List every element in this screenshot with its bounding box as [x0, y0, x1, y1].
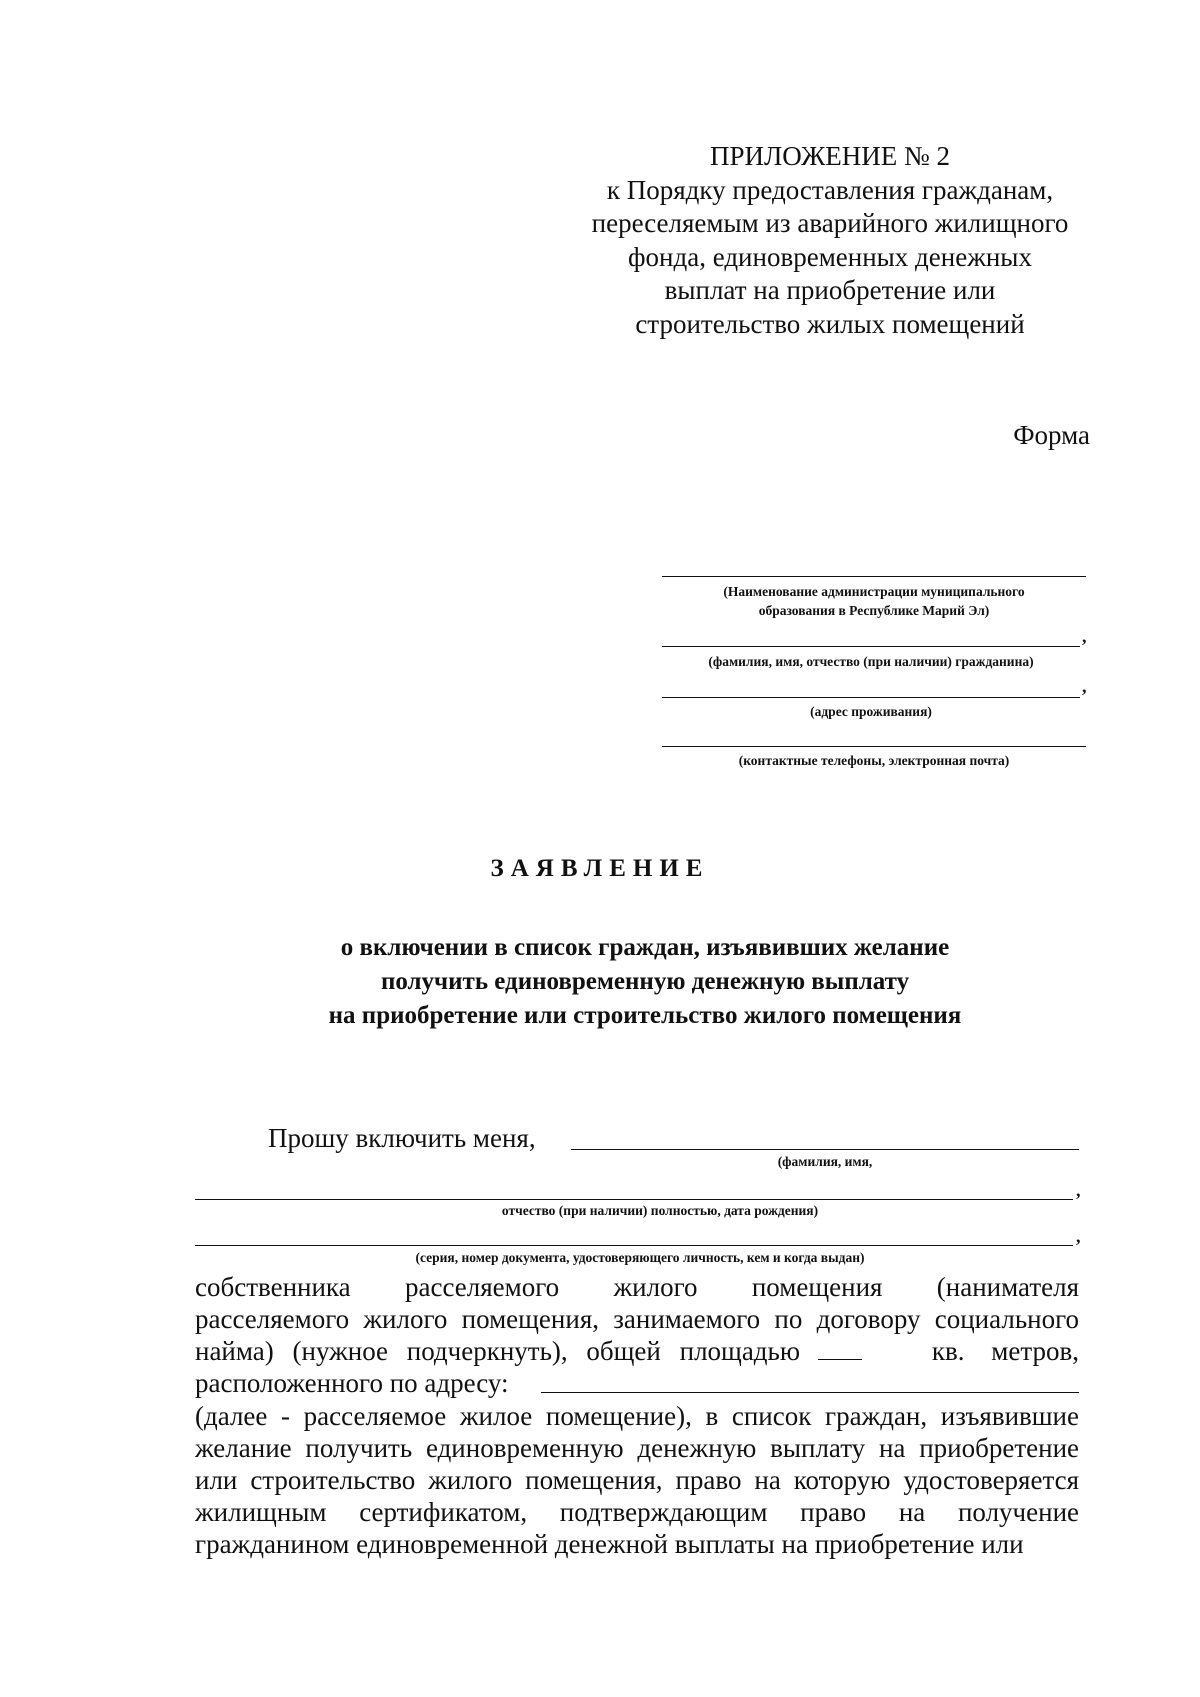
- residence-address-field[interactable]: [662, 697, 1080, 721]
- admin-caption-line: (Наименование администрации муниципального: [723, 584, 1025, 599]
- body-line: желание получить единовременную денежную выплату на приобретение: [195, 1433, 1079, 1463]
- body-line: жилищным сертификатом, подтверждающим право на получение: [195, 1497, 1079, 1527]
- body-line: или строительство жилого помещения, право на которую удостоверяется: [195, 1465, 1079, 1495]
- subtitle-line: о включении в список граждан, изъявивших желание: [340, 934, 950, 961]
- contacts-field[interactable]: [662, 746, 1086, 770]
- comma: ,: [1082, 626, 1087, 646]
- appendix-line: переселяемым из аварийного жилищного: [591, 208, 1069, 238]
- appendix-block: [560, 140, 1100, 341]
- subtitle-line: на приобретение или строительство жилого помещения: [328, 1002, 962, 1029]
- comma: ,: [1076, 1180, 1081, 1200]
- residence-address-line: [662, 697, 1080, 698]
- property-address-line[interactable]: [541, 1392, 1079, 1393]
- body-line-area: [195, 1335, 1079, 1367]
- subtitle-line: получить единовременную денежную выплату: [380, 968, 910, 995]
- appendix-title: ПРИЛОЖЕНИЕ № 2: [709, 141, 951, 171]
- identity-document-line[interactable]: [195, 1245, 1073, 1246]
- citizen-fio-line: [662, 646, 1080, 647]
- comma: ,: [1082, 676, 1087, 696]
- body-line: собственника расселяемого жилого помещения (нанимателя: [195, 1272, 1079, 1302]
- residence-address-caption: (адрес проживания): [810, 704, 932, 719]
- admin-caption-line: образования в Республике Марий Эл): [758, 603, 990, 618]
- caption-name: (фамилия, имя,: [777, 1154, 873, 1169]
- admin-name-line: [662, 576, 1086, 577]
- applicant-name-line[interactable]: [571, 1149, 1079, 1150]
- appendix-line: строительство жилых помещений: [635, 308, 1025, 339]
- appendix-line: выплат на приобретение или: [664, 275, 996, 305]
- caption-document: (серия, номер документа, удостоверяющего личность, кем и когда выдан): [415, 1250, 865, 1265]
- admin-name-caption: [662, 582, 1086, 620]
- appendix-line: фонда, единовременных денежных: [628, 241, 1032, 272]
- area-text: найма) (нужное подчеркнуть), общей площадью: [195, 1336, 801, 1366]
- comma: ,: [1076, 1226, 1081, 1246]
- area-blank[interactable]: [818, 1339, 862, 1360]
- body-line: (далее - расселяемое жилое помещение), в список граждан, изъявившие: [195, 1401, 1079, 1431]
- appendix-line: к Порядку предоставления гражданам,: [606, 174, 1054, 205]
- address-lead: расположенного по адресу:: [195, 1368, 509, 1398]
- request-lead: Прошу включить меня,: [268, 1123, 536, 1153]
- document-title: ЗАЯВЛЕНИЕ: [490, 855, 710, 882]
- contacts-line: [662, 746, 1086, 747]
- citizen-fio-caption: (фамилия, имя, отчество (при наличии) гражданина): [708, 654, 1034, 669]
- applicant-patronymic-line[interactable]: [195, 1199, 1073, 1200]
- admin-name-field[interactable]: [662, 576, 1086, 620]
- document-subtitle: [0, 931, 1200, 1033]
- form-label: Форма: [1013, 420, 1090, 450]
- body-line: расселяемого жилого помещения, занимаемого по договору социального: [195, 1304, 1079, 1334]
- citizen-fio-field[interactable]: [662, 646, 1080, 671]
- contacts-caption: (контактные телефоны, электронная почта): [738, 753, 1010, 768]
- area-unit: кв. метров,: [931, 1336, 1079, 1366]
- caption-patronymic: отчество (при наличии) полностью, дата рождения): [501, 1203, 819, 1218]
- body-line: гражданином единовременной денежной выплаты на приобретение или: [195, 1529, 1024, 1559]
